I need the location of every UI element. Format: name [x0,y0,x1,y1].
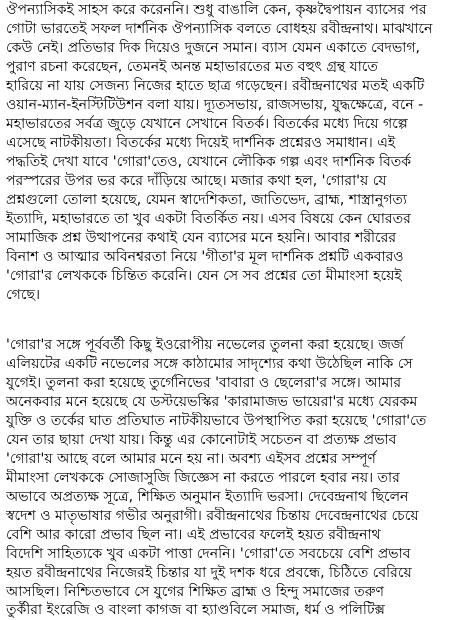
paragraph-2-line-10: স্বদেশ ও মাতৃভাষার গভীর অনুরাগী। রবীন্দ্রনাথের চিন্তায় দেবেন্দ্রনাথের চেয়ে [6,508,419,524]
paragraph-2-line-7: 'গোরা'য় আছে বলে আমার মনে হয় না। অবশ্য এইসব প্রশ্নের সম্পূর্ণ [6,451,376,467]
paragraph-2-line-6: যেন তার ছায়া দেখা যায়। কিন্তু এর কোনোটাই সচেতন বা প্রত্যক্ষ প্রভাব [6,432,397,448]
paragraph-1-line-14: বিনাশ ও আত্মার অবিনশ্বরতা নিয়ে 'গীতা'র মূল দার্শনিক প্রশ্নটি একবারও [6,249,404,265]
paragraph-2-line-14: আসছিল। নিশ্চিতভাবে সে যুগের শিক্ষিত ব্রাহ্ম ও হিন্দু সমাজের তরুণ [6,584,385,600]
paragraph-2-line-9: অভাবে অপ্রত্যক্ষ সূত্রে, শিক্ষিত অনুমান ইত্যাদি ভরসা। দেবেন্দ্রনাথ ছিলেন [6,489,409,505]
paragraph-2-line-1: 'গোরা'র সঙ্গে পূর্ববর্তী কিছু ইওরোপীয় নভেলের তুলনা করা হয়েছে। জর্জ [6,337,404,353]
paragraph-1-line-5: হারিয়ে না যায় সেজন্য নিজের হাতে ছাত্র গড়েছেন। রবীন্দ্রনাথের মতই একটি [6,78,425,94]
paragraph-2-line-4: অনেকবার মনে হয়েছে যে ডস্টয়েভস্কির 'কারামাজভ ভায়েরা'র মধ্যে যেরকম [6,394,418,410]
paragraph-1-line-1: ঔপন্যাসিকই সাহস করে করেননি। শুধু বাঙালি কেন, কৃষ্ণদ্বৈপায়ন ব্যাসের পর [6,2,427,18]
paragraph-1-line-13: সামাজিক প্রশ্ন উত্থাপনের কথাই যেন ব্যাসের মনে হয়নি। আবার শরীরের [6,230,397,246]
paragraph-2-line-5: যুক্তি ও তর্কের ঘাত প্রতিঘাত নাটকীয়ভাবে উপস্থাপিত করা হয়েছে 'গোরা'তে [6,413,427,429]
paragraph-1-line-3: কেউ নেই। প্রতিভার দিক দিয়েও দুজনে সমান। ব্যাস যেমন একাতে বেদভাগ, [6,40,420,56]
paragraph-2-line-15: তুর্কীরা ইংরেজি ও বাংলা কাগজ বা হ্যাণ্ডবিলে সমাজ, ধর্ম ও পলিটিক্স [6,602,385,618]
paragraph-2-line-8: মীমাংসা লেখককে সোজাসুজি জিজ্ঞেস না করতে পারলে হবার নয়। তার [6,470,400,486]
paragraph-2-line-2: এলিয়টের একটি নভেলের সঙ্গে কাঠামোর সাদৃশ্যের কথা উঠেছিল নাকি সে [6,356,413,372]
paragraph-2-line-12: বিদেশি সাহিত্যকে খুব একটা পাত্তা দেননি। 'গোরা'তে সবচেয়ে বেশি প্রভাব [6,546,411,562]
paragraph-1-line-15: 'গোরা'র লেখককে চিন্তিত করেনি। যেন সে সব প্রশ্নের তো মীমাংসা হয়েই [6,268,402,284]
paragraph-1-line-7: মহাভারতের সর্বত্র জুড়ে যেখানে সেখানে বিতর্ক। বিতর্কের মধ্যে দিয়ে গল্পে [6,116,408,132]
paragraph-1-line-11: প্রশ্নগুলো তোলা হয়েছে, যেমন স্বাদেশিকতা, জাতিভেদ, ব্রাহ্ম, শাস্ত্রানুগত্য [6,192,407,208]
paragraph-1-line-9: পদ্ধতিই দেখা যাবে 'গোরা'তেও, যেখানে লৌকিক গল্প এবং দার্শনিক বিতর্ক [6,154,412,170]
paragraph-2-line-13: হয়ত রবীন্দ্রনাথের নিজেরই চিন্তার যা দুই দশক ধরে প্রবন্ধে, চিঠিতে বেরিয়ে [6,565,412,581]
paragraph-1-line-4: পুরাণ রচনা করেছেন, তেমনই অনন্ত মহাভারতের মত বহুৎ গ্রন্থ যাতে [6,59,378,75]
paragraph-1-line-6: ওয়ান-ম্যান-ইনস্টিটিউশন বলা যায়। দ্যূতসভায়, রাজসভায়, যুদ্ধক্ষেত্রে, বনে - [6,97,424,113]
paragraph-2-line-11: বেশি আর কারো প্রভাব ছিল না। এই প্রভাবের ফলেই হয়ত রবীন্দ্রনাথ [6,527,381,543]
paragraph-1-line-12: ইত্যাদি, মহাভারতে তা খুব একটা বিতর্কিত নয়। এসব বিষয়ে কেন ঘোরতর [6,211,411,227]
paragraph-1-line-2: গোটা ভারতেই সফল দার্শনিক ঔপন্যাসিক বলতে বোধহয় রবীন্দ্রনাথ। মাঝখানে [6,21,433,37]
paragraph-1-line-10: পরস্পরের উপর ভর করে দাঁড়িয়ে আছে। মজার কথা হল, 'গোরা'য় যে [6,173,387,189]
paragraph-2-line-3: যুগেই। তুলনা করা হয়েছে তুর্গেনিভের 'বাবারা ও ছেলেরা'র সঙ্গে। আমার [6,375,402,391]
paragraph-1-line-16: গেছে। [6,287,40,303]
paragraph-1-line-8: এসেছে নাটকীয়তা। বিতর্কের মধ্যে দিয়েই দার্শনিক প্রশ্নেরও সমাধান। এই [6,135,396,151]
